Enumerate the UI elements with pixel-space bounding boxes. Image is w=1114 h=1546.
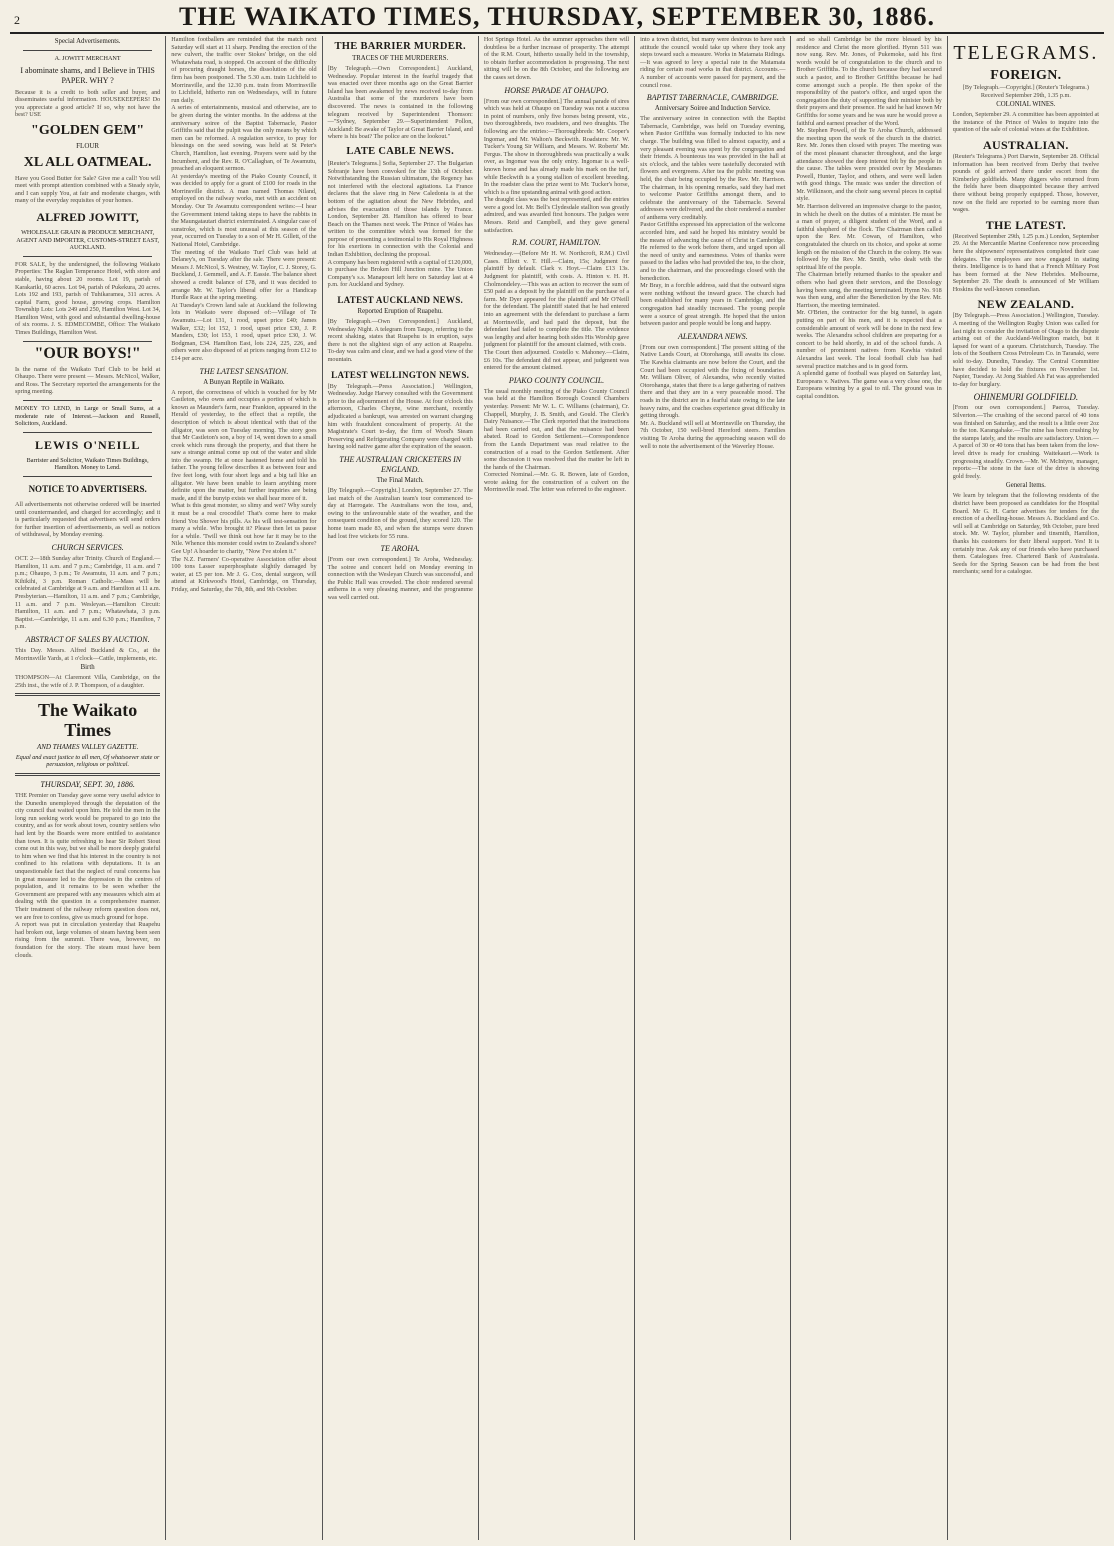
- alfred-jowitt-sub: WHOLESALE GRAIN & PRODUCE MERCHANT, AGENT AND IMPORTER, CUSTOMS-STREET EAST, AUCKLAND.: [16, 228, 160, 252]
- birth-heading: Birth: [80, 664, 95, 672]
- ohinemuri-heading: OHINEMURI GOLDFIELD.: [973, 392, 1079, 403]
- column-2: Hamilton footballers are reminded that the match next Saturday will start at 11 sharp. Pending the erection of the new culvert, the traffic over Stokes' bridge, on the old Whatawhata road, is stopped. On account of the difficulty of procuring draught horses, the dissolution of the old firm has been postponed. The 5.30 a.m. train Lichfield to Morrinsville, and the 12.30 p.m. train from Morrinsville to Lichfield, hitherto run on Wednesdays, will in future run daily. A series of entertainments, musical and otherwise, are to be given during the winter months. In the address at the anniversary soiree of the Baptist Tabernacle, Pastor Griffiths said that the pulpit was the only means by which men can be reformed. A regulation service, to pray for blessings on the seed sowing, was held at St Peter's Church, Hamilton, last evening. Prayers were said by the Incumbent, and the Rev. R. O'Callaghan, of Te Awamutu, preached an eloquent sermon. At yesterday's meeting of the Piako County Council, it was decided to apply for a grant of £100 for roads in the Morrinsville district. A man named Thomas Niland, employed on the railway works, met with an accident on Monday. Our Te Awamutu correspondent writes:—I hear the Government intend taking steps to have the rabbits in the Maungatautari district exterminated. A singular case of sunstroke, which is most unusual at this season of the year, occurred on Tuesday to a son of Mr H. Gillett, of the National Hotel, Cambridge. The meeting of the Waikato Turf Club was held at Delaney's, on Tuesday after the sale. There were present: Messrs J. McNicol, S. Westney, W. Taylor, C. J. Storey, G. Buckland, J. Gemmell, and A. F. Eassie. The balance sheet showed a credit balance of £78, and it was decided to arrange Mr. W. Taylor's liberal offer for a Handicap Hurdle Race at the spring meeting. At Tuesday's Crown land sale at Auckland the following lots in Waikato were disposed of:—Village of Te Awamutu.—Lot 131, 1 rood, upset price £40; James Walker, £32; lot 152, 1 rood, upset price £30, J. P. Manders, £30; lot 153, 1 rood, upset price £30, J. W. Bodgman, £34. Hamilton East, lots 224, 225, 226, and others were also disposed of at prices ranging from £12 to £14 per acre. THE LATEST SENSATION. A Bunyan Reptile in Waikato. A report, the correctness of which is vouched for by Mr Castleton, who owns and occupies a portion of which is known as Maunder's farm, near Frankton, appeared in the Herald of yesterday, to the effect that a reptile, the description of which is about identical with that of the alligator, was seen on Tuesday morning. The story goes that Mr Castleton's son, a boy of 14, went down to a small creek which runs through the property, and that there he saw a strange animal come up out of the water and slide into the swamp. He at once hastened home and told his father. The young fellow describes it as between four and five feet long, with four short legs and a big tail like an alligator. We have been unable to learn anything more definite upon the matter, but further inquiries are being made, and if the bunyip exists we shall hear more of it. What is this great monster, so slimy and wet? Why surely it must be a real crocodile! That's come here to make friend You Shower his pills. As his will test-sensation for many a while. Who brought it? Please then let us pause for a while. 'Twill we think out how far it may be to the Nile. Whence this monster could swim to Zealand's shore? Gee Up! A hoarder to charity, "Now I've stolen it." The N.Z. Farmers' Co-operative Association offer about 100 tons Lasser superphosphate slightly damaged by water, at £5 per ton. Mr J. G. Cox, dental surgeon, will attend at Kirkwood's Hotel, Cambridge, on Thursday, Friday, and Saturday, the 7th, 8th, and 9th October.: [166, 36, 322, 1540]
- church-services-heading: CHURCH SERVICES.: [51, 542, 124, 552]
- telegrams-heading: TELEGRAMS.: [953, 42, 1099, 64]
- columns: [10, 36, 1104, 1540]
- latest-auckland-heading: LATEST AUCKLAND NEWS.: [337, 295, 464, 306]
- page-number: 2: [14, 13, 21, 27]
- newspaper-logo: The Waikato Times: [38, 700, 138, 741]
- latest-wellington-heading: LATEST WELLINGTON NEWS.: [331, 369, 470, 380]
- special-ads-heading: Special Advertisements.: [54, 38, 121, 45]
- cricketers-heading: THE AUSTRALIAN CRICKETERS IN ENGLAND.: [339, 454, 462, 474]
- jowitt-ad-line: A. JOWITT MERCHANT: [54, 55, 121, 62]
- our-boys-ad: "OUR BOYS!": [34, 344, 141, 362]
- column-5: into a town district, but many were desirous to have such attitude the council would take up where they took any steps toward such a measure. Works in Matamata Ridings.—It was agreed to levy a special rate in the Matamata riding for certain road works in that district. Accounts.—A number of accounts were passed for payment, and the council rose. BAPTIST TABERNACLE, CAMBRIDGE. Anniversary Soiree and Induction Service. The anniversary soiree in connection with the Baptist Tabernacle, Cambridge, was held on Tuesday evening, when Pastor Griffiths was formally inducted to his new charge. The building was filled to almost capacity, and a very pleasant evening was spent by the congregation and their friends. A bounteous tea was provided in the hall at six o'clock, and the tables were tastefully decorated with flowers and evergreens. After tea the public meeting was held, the chair being occupied by the Rev. Mr. Harrison. The chairman, in his opening remarks, said they had met to welcome Pastor Griffiths amongst them, and to celebrate the anniversary of the Tabernacle. Several addresses were delivered, and the choir rendered a number of anthems very creditably. Pastor Griffiths expressed his appreciation of the welcome accorded him, and said he hoped his ministry would be the means of advancing the cause of Christ in Cambridge. He referred to the work before them, and urged upon all the need of unity and earnestness. Votes of thanks were passed to the ladies who had provided the tea, to the choir, and to the chairman, and the proceedings closed with the benediction. Mr Bray, in a forcible address, said that the outward signs were nothing without the inward grace. The church had been established for many years in Cambridge, and the congregation had steadily increased. The young people were a source of great strength. He hoped that the union between pastor and people would be long and happy. ALEXANDRA NEWS. [From our own correspondent.] The present sitting of the Native Lands Court, at Otorohanga, still awaits its close. The Kawhia claimants are now before the Court, and the Court had been occupied with the fixing of boundaries. Mr. William Oliver, of Alexandra, who recently visited Otorohanga, states that there is a large gathering of natives there and that they are in a very peaceable mood. The roads in the district are in a fearful state owing to the late heavy rains, and the coaches experience great difficulty in getting through. Mr. A. Buckland will sell at Morrinsville on Thursday, the 7th October, 150 well-bred Hereford steers. Families visiting Te Aroha during the approaching season will do well to note the advertisement of the Waverley House.: [635, 36, 791, 1540]
- money-to-lend-ad: MONEY TO LEND, in Large or Small Sums, at a moderate rate of Interest.—Jackson and Russell, Solicitors, Auckland.: [15, 405, 161, 428]
- anniversary-subheading: Anniversary Soiree and Induction Service.: [654, 105, 771, 113]
- the-latest-heading: THE LATEST.: [985, 217, 1066, 232]
- final-match-subheading: The Final Match.: [376, 476, 424, 484]
- piako-council-heading: PIAKO COUNTY COUNCIL.: [508, 375, 605, 385]
- rm-court-heading: R.M. COURT, HAMILTON.: [512, 238, 601, 248]
- abstract-heading: ABSTRACT OF SALES BY AUCTION.: [25, 634, 150, 644]
- barrier-murder-heading: THE BARRIER MURDER.: [334, 41, 466, 52]
- dateline: THURSDAY, SEPT. 30, 1886.: [40, 780, 135, 790]
- alexandra-heading: ALEXANDRA NEWS.: [677, 331, 748, 341]
- notice-heading: NOTICE TO ADVERTISERS.: [28, 484, 147, 494]
- oatmeal-ad: XL ALL OATMEAL.: [23, 154, 152, 170]
- colonial-wines-subheading: COLONIAL WINES.: [996, 101, 1056, 109]
- alfred-jowitt-ad: ALFRED JOWITT,: [36, 209, 139, 224]
- lewis-oneill-ad: LEWIS O'NEILL: [34, 437, 141, 452]
- lewis-oneill-sub: Barrister and Solicitor, Waikato Times Buildings, Hamilton. Money to Lend.: [26, 456, 149, 472]
- column-3: THE BARRIER MURDER. TRACES OF THE MURDERERS. [By Telegraph.—Own Correspondent.] Auckland, Wednesday. Popular interest in the fearful tragedy that was enacted over three months ago on the Great Barrier Island has been awakened by news received to-day from Australia that some of the murderers have been discovered. The news is contained in the following telegram received by Superintendent Thomson:—"Sydney, September 29.—Superintendent Pollon, Auckland: Be awake of Taylor at Great Barrier Island, and where is his boat? The police are on the lookout." LATE CABLE NEWS. [Reuter's Telegrams.] Sofia, September 27. The Bulgarian Sobranje have been convoked for the 13th of October. Notwithstanding the Russian ultimatum, the Regency has not interfered with the electoral agitations. La France declares that the slave ring in New Caledonia is at the bottom of the agitation about the New Hebrides, and advises the evacuation of those islands by France. London, September 28. Hamilton has offered to bear Beach on the Thames next week. The Prince of Wales has written to the committee which was formed for the purpose of presenting a testimonial to His Royal Highness for his exertions in connection with the Colonial and Indian Exhibition, declining the proposal. A company has been registered with a capital of £120,000, to purchase the Broken Hill Junction mine. The Union Company's s.s. Manapouri left here on Saturday last at 4 p.m. for Auckland and Sydney. LATEST AUCKLAND NEWS. Reported Eruption of Ruapehu. [By Telegraph.—Own Correspondent.] Auckland, Wednesday Night. A telegram from Taupo, referring to the recent shaking, states that Ruapehu is in eruption, says there is not the slightest sign of any action at Ruapehu. To-day was calm and clear, and we had a good view of the mountain. LATEST WELLINGTON NEWS. [By Telegraph.—Press Association.] Wellington, Wednesday. Judge Harvey consulted with the Government prior to the adjournment of the House. At four o'clock this afternoon, Charles Cheyne, wine merchant, recently adjudicated a bankrupt, was arrested on warrant charging him with fraudulent concealment of property. At the Magistrate's Court to-day, the firm of Wood's Steam Preserving and Refrigerating Company were charged with having sold native game after the expiration of the season. THE AUSTRALIAN CRICKETERS IN ENGLAND. The Final Match. [By Telegraph.—Copyright.] London, September 27. The last match of the Australian team's tour commenced to-day at Harrogate. The Australians won the toss, and, owing to the unfavourable state of the weather, and the consequent condition of the ground, they scored 120. The home team made 83, and when the stumps were drawn had lost five wickets for 55 runs. TE AROHA. [From our own correspondent.] Te Aroha, Wednesday. The soiree and concert held on Monday evening in connection with the Wesleyan Church was successful, and the Public Hall was crowded. The choir rendered several anthems in a very pleasing manner, and the programme was well carried out.: [323, 36, 479, 1540]
- general-items-subheading: General Items.: [1005, 482, 1046, 490]
- golden-gem-ad: "GOLDEN GEM": [31, 122, 145, 138]
- ruapehu-subheading: Reported Eruption of Ruapehu.: [357, 308, 443, 316]
- te-aroha-heading: TE AROHA.: [380, 544, 420, 554]
- motto: Equal and exact justice to all men, Of whatsoever state or persuasion, religious or political.: [15, 753, 160, 769]
- jowitt-ad-tagline: I abominate shams, and I Believe in THIS PAPER. WHY ?: [20, 65, 155, 85]
- column-4: Hot Springs Hotel. As the summer approaches there will doubtless be a further increase of prosperity. The attempt of the R.M. Court, hitherto usually held in the township, to obtain further accommodation is progressing. The next sitting will be on the 8th October, and the following are the cases set down. HORSE PARADE AT OHAUPO. [From our own correspondent.] The annual parade of sires which was held at Ohaupo on Tuesday was not a success in point of numbers, only five horses being present, viz., two thoroughbreds, two roadsters, and two draughts. The following are the entries:—Thoroughbreds: Mr. Cooper's Ingomar, and Mr. Walton's Beckwith. Roadsters: Mr. W. Tucker's Young Sir William, and Messrs. W. Roberts' Mr. Fergus. The show in thoroughbreds was practically a walk over, as Ingomar was the only entry. Ingomar is a well-known horse and has already made his mark on the turf, while Beckwith is a young stallion of excellent breeding. In the roadster class the prize went to Mr. Tucker's horse, which is a fine upstanding animal with good action. The draught class was the best represented, and the entries were a good lot. Mr. Bell's Clydesdale stallion was greatly admired, and was awarded first honours. The judges were Messrs. Reid and Campbell, and they gave general satisfaction. R.M. COURT, HAMILTON. Wednesday.—(Before Mr H. W. Northcroft, R.M.) Civil Cases. Elliott v. T. Hill.—Claim, 15s; Judgment for plaintiff by default. Clark v. Hoyt.—Claim £13 13s. Judgment for plaintiff, with costs. A. Hinton v. H. H. Cholmondeley.—This was an action to recover the sum of £50 paid as a deposit by the plaintiff on the purchase of a farm. Mr Dyer appeared for the plaintiff and Mr O'Neill for the defendant. The plaintiff stated that he had entered into an agreement with the defendant to purchase a farm at Morrinsville, and had paid the deposit, but the defendant had failed to complete the title. The evidence was lengthy and after hearing both sides His Worship gave judgment for plaintiff for the amount claimed, with costs. The Court then adjourned. Costello v. Mahoney.—Claim, £6 10s. The defendant did not appear, and judgment was entered for the amount claimed. PIAKO COUNTY COUNCIL. The usual monthly meeting of the Piako County Council was held at the Hamilton Borough Council Chambers yesterday. Present: Mr W. L. C. Williams (chairman), Cr. Chappell, Murphy, J. B. Smith, and Gould. The Clerk's Dairy Nuisance.—The Clerk reported that the instructions had been carried out, and that the nuisance had been abated. Road to Gordon Settlement.—Correspondence from the Lands Department was read relative to the construction of a road to the Gordon Settlement. After some discussion it was resolved that the matter be left in the hands of the Chairman. Corrected Nominal.—Mr. G. R. Bowen, late of Gordon, wrote asking for the construction of a culvert on the Morrinsville road. The letter was referred to the engineer.: [479, 36, 635, 1540]
- horse-parade-heading: HORSE PARADE AT OHAUPO.: [504, 85, 609, 95]
- masthead-title: THE WAIKATO TIMES, THURSDAY, SEPTEMBER 30, 1886.: [179, 2, 935, 31]
- latest-sensation-heading: THE LATEST SENSATION.: [199, 366, 289, 376]
- foreign-heading: FOREIGN.: [990, 68, 1062, 83]
- traces-subheading: TRACES OF THE MURDERERS.: [352, 55, 449, 62]
- masthead: [10, 4, 1104, 34]
- bunyip-subheading: A Bunyan Reptile in Waikato.: [203, 378, 285, 386]
- column-1: Special Advertisements. A. JOWITT MERCHANT I abominate shams, and I Believe in THIS PAPER. WHY ? Because it is a credit to both seller and buyer, and disseminates useful information. HOUSEKEEPERS! Do you appreciate a good article? If so, why not have the best? USE "GOLDEN GEM" FLOUR XL ALL OATMEAL. Have you Good Butter for Sale? Give me a call! You will meet with prompt attention combined with a Steady style, and I can supply You, at fair and moderate charges, with many of the everyday requisites of your homes. ALFRED JOWITT, WHOLESALE GRAIN & PRODUCE MERCHANT, AGENT AND IMPORTER, CUSTOMS-STREET EAST, AUCKLAND. FOR SALE, by the undersigned, the following Waikato Properties: The Raglan Temperance Hotel, with store and stable, having about 20 rooms. Lot 19, parish of Karakariki, 60 acres. Lot 94, parish of Pukekura, 20 acres. Lots 192 and 193, parish of Tuhikaramea, 311 acres. A capital Farm, good house, growing crops. Hamilton Township Lots: Lots 249 and 250, Hamilton West. Lot 34, Hamilton West, with good and substantial dwelling-house of six rooms. J. S. EDMECOMBE, Office: The Waikato Times Buildings, Hamilton West. "OUR BOYS!" Is the name of the Waikato Turf Club to be held at Ohaupo. There were present — Messrs. McNicol, Walker, and Ross. The Secretary reported the arrangements for the spring meeting. MONEY TO LEND, in Large or Small Sums, at a moderate rate of Interest.—Jackson and Russell, Solicitors, Auckland. LEWIS O'NEILL Barrister and Solicitor, Waikato Times Buildings, Hamilton. Money to Lend. NOTICE TO ADVERTISERS. All advertisements not otherwise ordered will be inserted until countermanded, and charged for accordingly; and it is particularly requested that advertisers will send orders for further insertion of advertisements, as well as notices of withdrawal, by Monday evening. CHURCH SERVICES. OCT. 2—18th Sunday after Trinity. Church of England.—Hamilton, 11 a.m. and 7 p.m.; Cambridge, 11 a.m. and 7 p.m.; Ohaupo, 3 p.m.; Te Awamutu, 11 a.m. and 7 p.m.; Kihikihi, 3 p.m. Roman Catholic.—Mass will be celebrated at Cambridge at 9 a.m. and Hamilton at 11 a.m. Presbyterian.—Hamilton, 11 a.m. and 7 p.m.; Cambridge, 11 a.m. and 7 p.m. Wesleyan.—Hamilton Circuit: Hamilton, 11 a.m. and 7 p.m.; Whatawhata, 3 p.m. Baptist.—Cambridge, 11 a.m. and 6.30 p.m.; Hamilton, 7 p.m. ABSTRACT OF SALES BY AUCTION. This Day. Messrs. Alfred Buckland & Co., at the Morrinsville Yards, at 1 o'clock—Cattle, implements, etc. Birth THOMPSON—At Claremont Villa, Cambridge, on the 25th inst., the wife of J. P. Thompson, of a daughter. The Waikato Times AND THAMES VALLEY GAZETTE. Equal and exact justice to all men, Of whatsoever state or persuasion, religious or political. THURSDAY, SEPT. 30, 1886. THE Premier on Tuesday gave some very useful advice to the Dunedin unemployed through the deputation of the city council that waited upon him. He told the men in the long run seeking work would be prepared to go into the country, and as for work about town, country settlers who had lent by the Boards were more entitled to assistance than town. It is quite refreshing to hear Sir Robert Stout come out in this way, but we shall be more deeply grateful to him when we find that his interest in the country is not confined to his relations with deputations. It is an unquestionable fact that the neglect of rural concerns has in great measure led to the depression in the centres of population, and it remains to be seen whether the Government are prepared with any measures which aim at dealing with the question in a comprehensive manner. Their treatment of the railway reform question does not, we are free to confess, give us much ground for hope. A report was put in circulation yesterday that Ruapehu had broken out, large volumes of steam having been seen rising from the summit. There was, however, no foundation for the story. The steam must have been clouds.: [10, 36, 166, 1540]
- logo-subtitle: AND THAMES VALLEY GAZETTE.: [36, 743, 139, 752]
- column-6: and so shall Cambridge be the more blessed by his residence and Christ the more glorified. Hymn 511 was now sung. Rev. Mr. Jones, of Pukemoke, said his first words would be of congratulation to the church and to Brother Griffiths. To the church because they had secured such a pastor, and to Brother Griffiths because he had come amongst such a people. He then spoke of the responsibility of the pastor's office, and urged upon the congregation the duty of supporting their minister both by their prayers and their presence. He said he had known Mr Griffiths for some years and he was sure he would prove a faithful and earnest preacher of the Word. Mr. Stephen Powell, of the Te Aroha Church, addressed the meeting upon the work of the church in the district. Rev. Mr. Jones then closed with prayer. The meeting was of the most pleasant character throughout, and the large attendance showed the deep interest felt by the people in the cause. The tables were presided over by Mesdames Powell, Hunter, Taylor, and others, and were well laden with good things. The music was under the direction of Mr. Wilkinson, and the choir sang several pieces in capital style. Mr. Harrison delivered an impressive charge to the pastor, in which he dwelt on the duties of a minister. He must be a man of prayer, a diligent student of the Word, and a faithful shepherd of the flock. The Chairman then called upon the Rev. Mr. Cowan, of Hamilton, who congratulated the church on its choice, and spoke at some length on the mission of the Church in the colony. He was followed by the Rev. Mr. Smith, who dealt with the spiritual life of the people. The Chairman briefly returned thanks to the speaker and others who had given their services, and the Doxology having been sung, the meeting terminated. Hymn No. 918 was then sung, and after the Benediction by the Rev. Mr. Harrison, the meeting terminated. Mr. O'Brien, the contractor for the big tunnel, is again putting on part of his men, and it is expected that a considerable amount of work will be done in the next few weeks. The Alexandra school children are preparing for a concert to be held shortly, in aid of the school funds. A number of prominent natives from Kawhia visited Alexandra last week. The local football club has had several practice matches and is in good form. A splendid game of football was played on Saturday last, Europeans v. Natives. The game was a very close one, the Europeans winning by a goal to nil. The ground was in capital condition.: [791, 36, 947, 1540]
- late-cable-heading: LATE CABLE NEWS.: [346, 145, 454, 157]
- column-7: TELEGRAMS. FOREIGN. [By Telegraph.—Copyright.] (Reuter's Telegrams.) Received September 29th, 1.35 p.m. COLONIAL WINES. London, September 29. A committee has been appointed at the instance of the Prince of Wales to inquire into the question of the sale of colonial wines at the Exhibition. AUSTRALIAN. (Reuter's Telegrams.) Port Darwin, September 28. Official information has been received from Derby that twelve pounds of gold arrived there under escort from the Kimberley goldfields. Many diggers who returned from the fields have been disappointed because they arrived there without being properly equipped. Those, however, now on the field are reported to be earning more than wages. THE LATEST. (Received September 29th, 1.25 p.m.) London, September 29. At the Mercantile Marine Conference now proceeding here the shipowners' representatives completed their case delegates. The employees are now engaged in stating theirs. Intelligence is to hand that a French Military Post has been formed at the New Hebrides. Melbourne, September 29. The death is announced of Mr William Hoskins the well-known comedian. NEW ZEALAND. [By Telegraph.—Press Association.] Wellington, Tuesday. A meeting of the Wellington Rugby Union was called for last night to consider the invitation of Otago to the dispute arising out of the Auckland-Wellington match, but it lapsed for want of a quorum. Christchurch, Tuesday. The lots of the Southern Cross Petroleum Co. in Taranaki, were sold to-day. Dunedin, Tuesday. The Central Committee have decided to hold the fixtures on November 1st. Napier, Tuesday. At Jong Stabled Ah Fat was apprehended to-day for burglary. OHINEMURI GOLDFIELD. [From our own correspondent.] Paeroa, Tuesday. Silverton.—The crushing of the second parcel of 40 tons was finished on Saturday, and the result is a little over 2oz to the ton. Karangahake.—The mine has been crushing by the stamps lately, and the results are satisfactory. Union.—A parcel of 30 or 40 tons that has been taken from the low-level drive is ready for crushing. Waitekauri.—Work is progressing steadily. Crown.—Mr. W. McIntyre, manager, reports:—The stone in the face of the drive is showing gold freely. General Items. We learn by telegram that the following residents of the district have been proposed as candidates for the Hospital Board. Mr G. H. Carter advertises for tenders for the erection of a dwelling-house. Messrs A. Buckland and Co. will sell at Cambridge on Saturday, 9th October, pure bred stock. Mr. W. Taylor, plumber and tinsmith, Hamilton, thanks his customers for their liberal support. Yes! It is certainly true. Ask any of our friends who have purchased them. Catalogues free. Chartered Bank of Australasia. Seeds for the Spring Season can be had from the best merchants; send for a catalogue.: [952, 42, 1099, 576]
- baptist-heading: BAPTIST TABERNACLE, CAMBRIDGE.: [646, 93, 779, 103]
- new-zealand-heading: NEW ZEALAND.: [977, 297, 1075, 312]
- australian-heading: AUSTRALIAN.: [983, 137, 1069, 152]
